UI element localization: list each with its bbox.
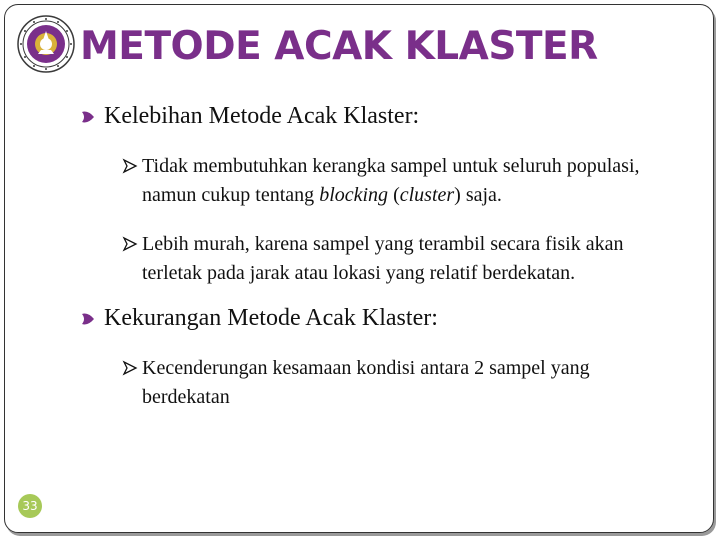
slide-title: METODE ACAK KLASTER: [80, 24, 598, 69]
arrow-bullet-icon: [122, 236, 138, 252]
section-heading: [80, 100, 680, 132]
list-item-text: Kecenderungan kesamaan kondisi antara 2 sampel yang berdekatan: [142, 357, 590, 408]
list-item: [122, 230, 680, 288]
slide-content: [80, 100, 680, 426]
term-blocking: blocking: [319, 184, 389, 206]
bullet-icon: [80, 109, 96, 125]
section-heading-text: Kekurangan Metode Acak Klaster:: [104, 305, 438, 331]
page-number-badge: 33: [18, 494, 42, 518]
list-item-text: ) saja.: [454, 184, 502, 206]
section-heading-text: Kelebihan Metode Acak Klaster:: [104, 103, 420, 129]
section-advantages: [80, 100, 680, 288]
list-item-text: (: [388, 184, 400, 206]
list-item-text: Lebih murah, karena sampel yang terambil secara fisik akan terletak pada jarak atau lokasi yang relatif berdekatan.: [142, 233, 624, 284]
term-cluster: cluster: [399, 184, 455, 206]
university-seal-icon: [16, 14, 76, 74]
list-item: [122, 152, 680, 210]
bullet-icon: [80, 311, 96, 327]
section-disadvantages: [80, 302, 680, 412]
list-item-text: Tidak membutuhkan kerangka sampel untuk seluruh populasi, namun cukup tentang: [142, 155, 640, 206]
list-item: [122, 354, 680, 412]
arrow-bullet-icon: [122, 158, 138, 174]
section-heading: [80, 302, 680, 334]
arrow-bullet-icon: [122, 360, 138, 376]
